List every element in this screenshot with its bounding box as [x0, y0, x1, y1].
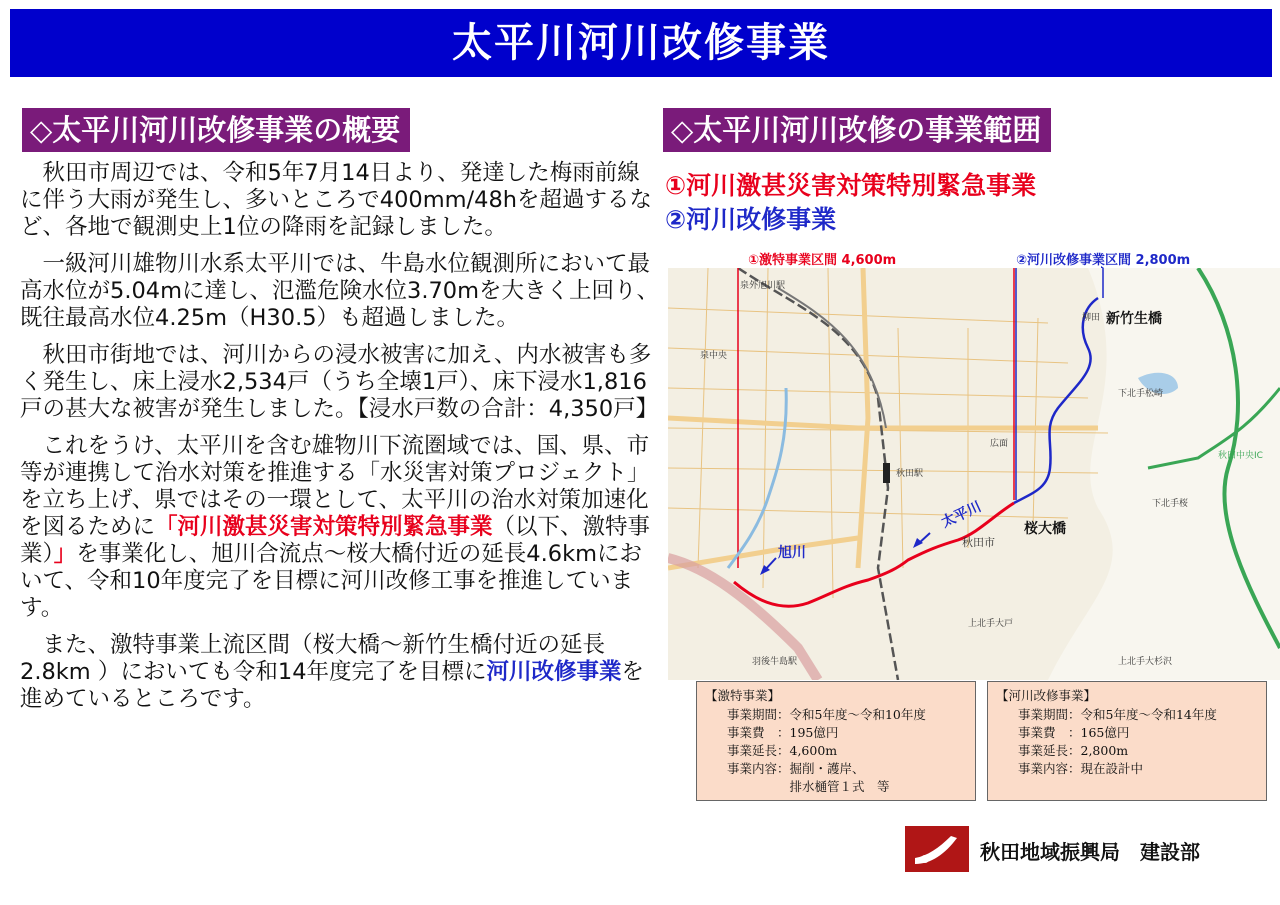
p5-highlight-kaishu: 河川改修事業 [486, 659, 622, 685]
map-label-shintakeoi-bridge: 新竹生橋 [1106, 311, 1162, 327]
map-label-shimokitate-sakurada: 下北手桜 [1152, 499, 1189, 509]
overview-paragraph-3: 秋田市街地では、河川からの浸水被害に加え、内水被害も多く発生し、床上浸水2,534戸（うち全壊1戸）、床下浸水1,816戸の甚大な被害が発生しました。【浸水戸数の合計：4,350戸】 [20, 342, 659, 422]
project-area-map [668, 268, 1280, 680]
map-label-akita-city: 秋田市 [962, 536, 995, 549]
akita-prefecture-logo [905, 826, 969, 872]
gekitoku-period: 事業期間：令和5年度～令和10年度 [727, 707, 926, 722]
overview-paragraph-2: 一級河川雄物川水系太平川では、牛島水位観測所において最高水位が5.04mに達し、氾濫危険水位3.70mを大きく上回り、既往最高水位4.25m（H30.5）も超過しました。 [20, 251, 660, 331]
p4-highlight-close: 」 [53, 541, 77, 567]
kaishu-period: 事業期間：令和5年度～令和14年度 [1018, 707, 1217, 722]
kaishu-box-title: 【河川改修事業】 [996, 688, 1097, 703]
overview-paragraph-4 [20, 433, 660, 622]
map-label-akita-station: 秋田駅 [896, 469, 924, 479]
kaishu-cost: 事業費 ：165億円 [1018, 725, 1130, 740]
map-label-izumi: 泉中央 [700, 351, 728, 361]
page-title-banner: 太平川河川改修事業 [10, 9, 1272, 77]
map-label-hiroomote: 広面 [990, 439, 1009, 449]
gekitoku-info-box [696, 681, 976, 801]
scope-heading: ◇太平川河川改修の事業範囲 [663, 108, 1051, 152]
map-label-shimokitate-matsuzaki: 下北手松崎 [1118, 389, 1164, 399]
gekitoku-length: 事業延長：4,600m [727, 743, 838, 758]
map-label-kamikitate-otsuka: 上北手大戸 [968, 619, 1014, 629]
kaishu-length: 事業延長：2,800m [1018, 743, 1129, 758]
organization-name: 秋田地域振興局 建設部 [980, 840, 1200, 864]
overview-text [20, 160, 660, 723]
gekitoku-content-2: 排水樋管１式 等 [727, 779, 890, 794]
map-label-akita-chuo-ic: 秋田中央IC [1218, 451, 1263, 461]
overview-paragraph-5 [20, 632, 660, 713]
map-label-kamikitate-osugi: 上北手大杉沢 [1118, 657, 1173, 667]
map-label-taiheigawa: 太平川 [939, 498, 984, 532]
map-label-izumi-station: 泉外旭川駅 [740, 281, 786, 291]
p4-text-b: （以下、激特事業） [20, 514, 651, 567]
p4-highlight-gekitoku: 「河川激甚災害対策特別緊急事業 [155, 514, 493, 540]
p4-text-a: これをうけ、太平川を含む雄物川下流圏域では、国、県、市等が連携して治水対策を推進する「水災害対策プロジェクト」を立ち上げ、県ではその一環として、太平川の治水対策加速化を図るために [20, 433, 650, 540]
gekitoku-box-title: 【激特事業】 [705, 688, 781, 703]
project-2-label: ②河川改修事業 [665, 205, 837, 234]
gekitoku-cost: 事業費 ：195億円 [727, 725, 839, 740]
overview-heading: ◇太平川河川改修事業の概要 [22, 108, 410, 152]
map-label-asahikawa: 旭川 [778, 545, 806, 561]
segment-1-label: ①激特事業区間 4,600m [748, 253, 897, 268]
segment-2-label: ②河川改修事業区間 2,800m [1016, 253, 1191, 268]
p4-text-c: を事業化し、旭川合流点～桜大橋付近の延長4.6kmにおいて、令和10年度完了を目標に河川改修工事を推進しています。 [20, 541, 643, 621]
overview-paragraph-1: 秋田市周辺では、令和5年7月14日より、発達した梅雨前線に伴う大雨が発生し、多いところで400mm/48hを超過するなど、各地で観測史上1位の降雨を記録しました。 [20, 160, 653, 240]
gekitoku-content: 事業内容：掘削・護岸、 [727, 761, 865, 776]
p5-text-a: また、激特事業上流区間（桜大橋～新竹生橋付近の延長2.8km ）においても令和14年度完了を目標に [20, 632, 606, 685]
map-label-sakura-bridge: 桜大橋 [1024, 521, 1066, 537]
map-label-ushijima-station: 羽後牛島駅 [752, 657, 798, 667]
project-1-label: ①河川激甚災害対策特別緊急事業 [665, 171, 1037, 200]
kaishu-content: 事業内容：現在設計中 [1018, 761, 1144, 776]
logo-mark [905, 826, 969, 872]
kaishu-info-box [987, 681, 1267, 801]
map-label-yanagita: 柳田 [1082, 313, 1101, 323]
p5-text-b: を進めているところです。 [20, 659, 645, 712]
